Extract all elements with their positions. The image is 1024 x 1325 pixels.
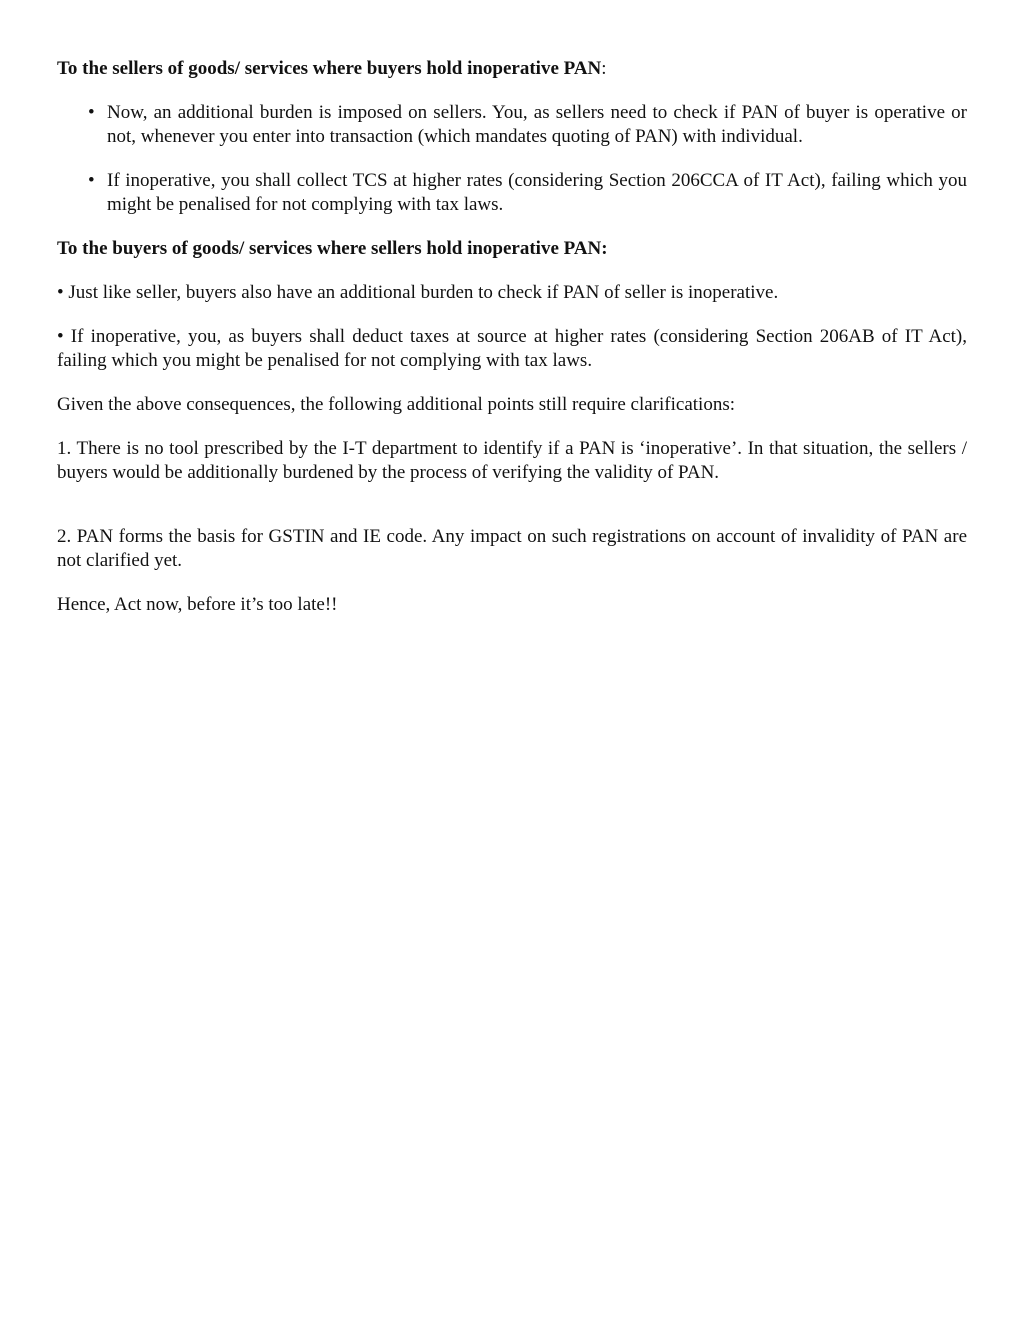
clarification-item: 1. There is no tool prescribed by the I-T department to identify if a PAN is ‘inoperative’. In that situation, the sellers / buyers would be additionally burdened by the process of verifying the validity of PAN. [57, 438, 967, 483]
sellers-bullet-item [57, 169, 967, 217]
sellers-bullet-item [57, 101, 967, 149]
sellers-bullet-text: Now, an additional burden is imposed on sellers. You, as sellers need to check if PAN of buyer is operative or not, whenever you enter into transaction (which mandates quoting of PAN) with individual. [107, 102, 967, 147]
sellers-bullet-list [57, 101, 967, 217]
clarification-item: 2. PAN forms the basis for GSTIN and IE code. Any impact on such registrations on account of invalidity of PAN are not clarified yet. [57, 526, 967, 571]
sellers-heading [57, 57, 967, 81]
sellers-heading-text: To the sellers of goods/ services where buyers hold inoperative PAN [57, 58, 602, 79]
buyers-point: • Just like seller, buyers also have an additional burden to check if PAN of seller is inoperative. [57, 282, 779, 303]
buyers-point: • If inoperative, you, as buyers shall deduct taxes at source at higher rates (considering Section 206AB of IT Act), failing which you might be penalised for not complying with tax laws. [57, 326, 967, 371]
consequences-intro: Given the above consequences, the following additional points still require clarifications: [57, 394, 736, 415]
sellers-heading-colon: : [601, 58, 607, 79]
sellers-bullet-text: If inoperative, you shall collect TCS at higher rates (considering Section 206CCA of IT Act), failing which you might be penalised for not complying with tax laws. [107, 170, 967, 215]
bullet-icon: • [88, 170, 95, 191]
bullet-icon: • [88, 102, 95, 123]
closing-line: Hence, Act now, before it’s too late!! [57, 594, 338, 615]
buyers-heading: To the buyers of goods/ services where sellers hold inoperative PAN: [57, 238, 608, 259]
document-page [57, 57, 967, 617]
